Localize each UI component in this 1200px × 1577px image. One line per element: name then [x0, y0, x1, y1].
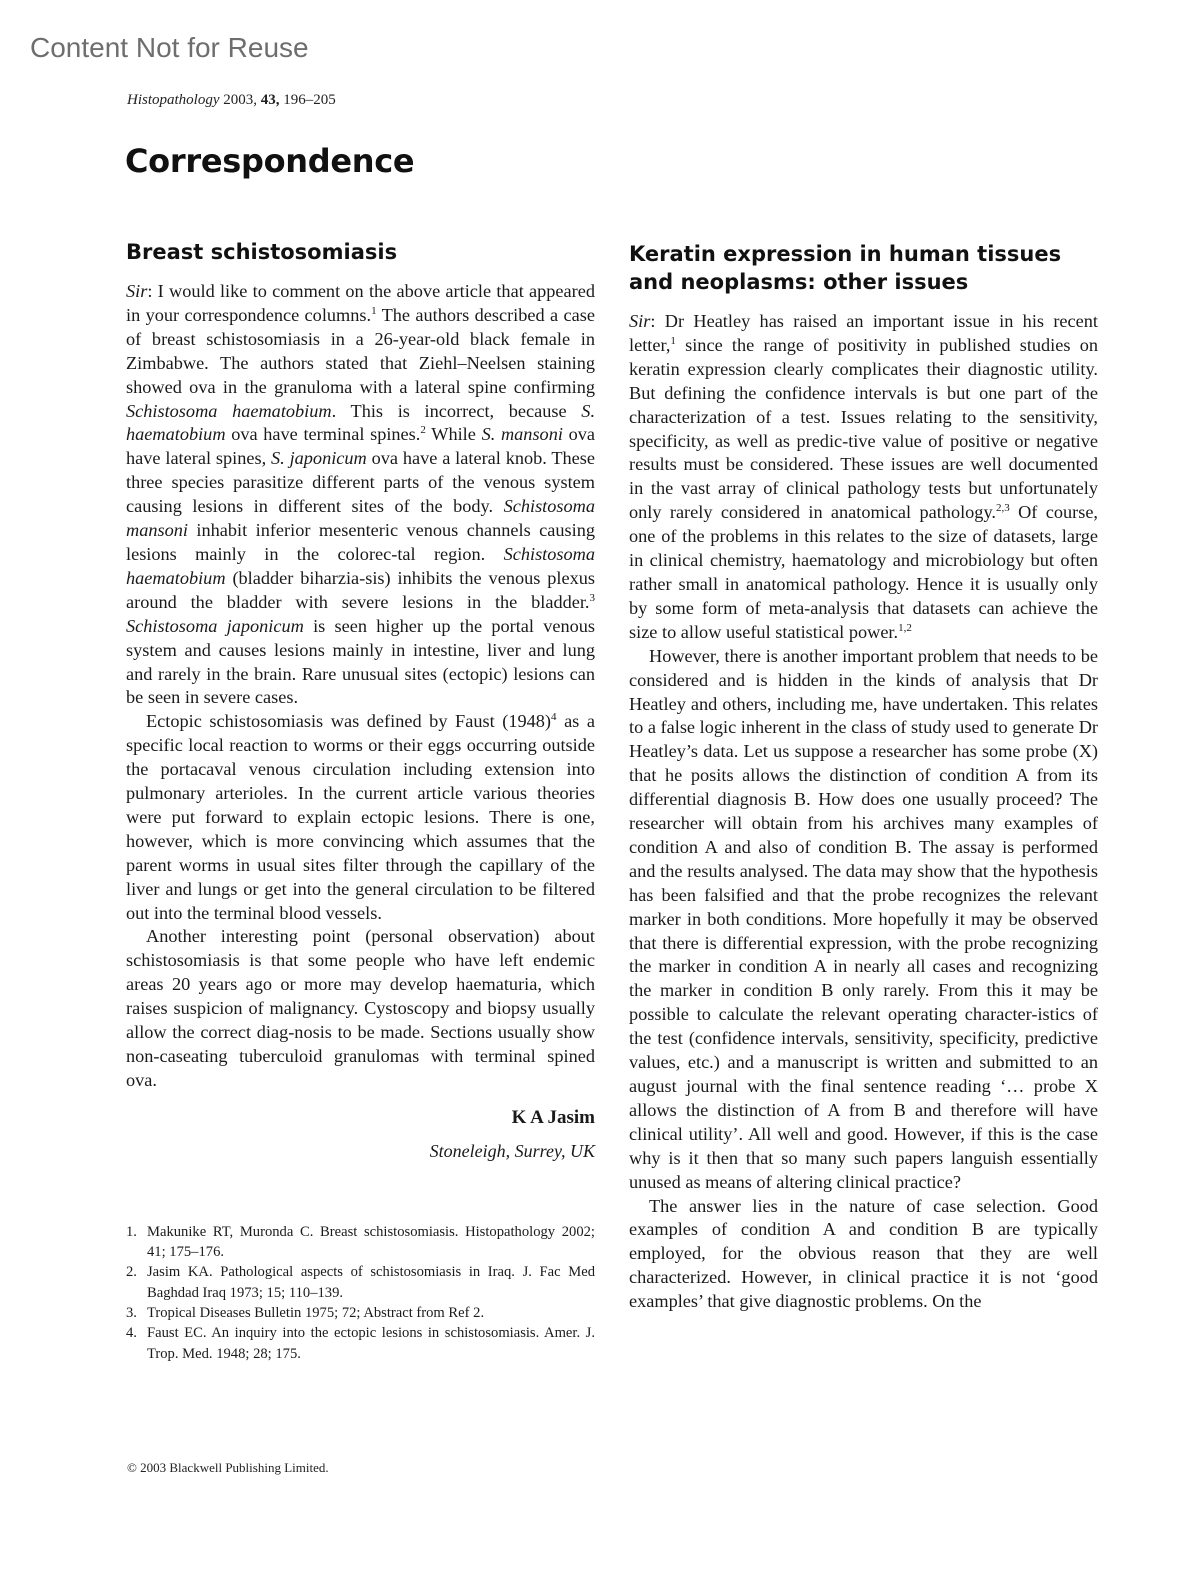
- paragraph: Sir: I would like to comment on the above article that appeared in your correspondence columns.$^1$ The authors described a case of breast schistosomiasis in a 26-year-old black female in Zimbabwe. The authors stated that Ziehl–Neelsen staining showed ova in the granuloma with a lateral spine confirming Schistosoma haematobium. This is incorrect, because S. haematobium ova have terminal spines.$^2$ While S. mansoni ova have lateral spines, S. japonicum ova have a lateral knob. These three species parasitize different parts of the venous system causing lesions in different sites of the body. Schistosoma mansoni inhabit inferior mesenteric venous channels causing lesions mainly in the colorec-tal region. Schistosoma haematobium (bladder biharzia-sis) inhibits the venous plexus around the bladder with severe lesions in the bladder.$^3$ Schistosoma japonicum is seen higher up the portal venous system and causes lesions mainly in intestine, liver and lung and rarely in the brain. Rare unusual sites (ectopic) lesions can be seen in severe cases.: [126, 281, 596, 708]
- journal-pages: 196–205: [283, 92, 336, 108]
- paragraph: The answer lies in the nature of case selection. Good examples of condition A and condition B are typically employed, for the obvious reason that they are well characterized. However, in clinical practice it is not ‘good examples’ that give diagnostic problems. On the: [629, 1195, 1098, 1312]
- copyright-notice: © 2003 Blackwell Publishing Limited.: [127, 1460, 329, 1475]
- reference-list: [126, 1222, 595, 1364]
- author-affiliation: Stoneleigh, Surrey, UK: [429, 1140, 595, 1161]
- reference-number: 3.: [126, 1305, 137, 1321]
- reference-item: [126, 1303, 595, 1323]
- reference-text: Tropical Diseases Bulletin 1975; 72; Abstract from Ref 2.: [147, 1305, 485, 1321]
- reference-number: 4.: [126, 1325, 137, 1342]
- author-name: K A Jasim: [511, 1106, 595, 1128]
- reference-item: [126, 1262, 595, 1303]
- article-title-keratin-expression: Keratin expression in human tissues and neoplasms: other issues: [629, 242, 1062, 294]
- watermark: Content Not for Reuse: [30, 32, 309, 63]
- reference-item: [126, 1222, 595, 1263]
- reference-number: 1.: [126, 1223, 137, 1240]
- journal-year: 2003,: [223, 92, 257, 108]
- reference-text: Faust EC. An inquiry into the ectopic lesions in schistosomiasis. Amer. J. Trop. Med. 1948; 28; 175.: [147, 1325, 595, 1362]
- right-column: [629, 240, 1098, 1314]
- paragraph: Another interesting point (personal observation) about schistosomiasis is that some people who have left endemic areas 20 years ago or more may develop haematuria, which raises suspicion of malignancy. Cystoscopy and biopsy usually allow the correct diag-nosis to be made. Sections usually show non-caseating tuberculoid granulomas with terminal spined ova.: [126, 926, 595, 1090]
- paragraph: Ectopic schistosomiasis was defined by Faust $(1948)^4$ as a specific local reaction to worms or their eggs occurring outside the portacaval venous circulation including extension into pulmonary arterioles. In the current article various theories were put forward to explain ectopic lesions. There is one, however, which is more convincing which assumes that the parent worms in usual sites filter through the capillary of the liver and lungs or get into the general circulation to be filtered out into the terminal blood vessels.: [126, 711, 595, 923]
- article-title-breast-schistosomiasis: Breast schistosomiasis: [126, 240, 398, 264]
- article-body-left: [126, 280, 595, 1093]
- section-title: Correspondence: [125, 142, 415, 180]
- journal-volume: 43,: [260, 92, 280, 108]
- paragraph: However, there is another important problem that needs to be considered and is hidden in the kinds of analysis that Dr Heatley and others, including me, have undertaken. This relates to a false logic inherent in the class of study used to generate Dr Heatley’s data. Let us suppose a researcher has some probe (X) that he posits allows the distinction of condition A from its differential diagnosis B. How does one usually proceed? The researcher will obtain from his archives many examples of condition A and also of condition B. The assay is performed and the results analysed. The data may show that the hypothesis has been falsified and that the probe recognizes the relevant marker in both conditions. More hopefully it may be observed that there is differential expression, with the probe recognizing the marker in condition A in nearly all cases and recognizing the marker in condition B only rarely. From this it may be possible to calculate the relevant operating character-istics of the test (confidence intervals, sensitivity, specificity, predictive values, etc.) and a manuscript is written and submitted to an august journal with the final sentence reading ‘… probe X allows the distinction of A from B and therefore will have clinical utility’. All well and good. However, if this is the case why is it then that so many such papers languish essentially unused as means of altering clinical practice?: [629, 645, 1098, 1192]
- reference-text: Makunike RT, Muronda C. Breast schistosomiasis. Histopathology 2002; 41; 175–176.: [147, 1223, 595, 1261]
- journal-name: Histopathology: [127, 92, 220, 108]
- article-body-right: [629, 310, 1098, 1314]
- left-column: [126, 238, 595, 1364]
- running-head: [127, 92, 336, 109]
- reference-number: 2.: [126, 1264, 137, 1281]
- reference-item: [126, 1323, 595, 1364]
- reference-text: Jasim KA. Pathological aspects of schistosomiasis in Iraq. J. Fac Med Baghdad Iraq 1973; 15; 110–139.: [147, 1264, 595, 1301]
- paragraph: Sir: Dr Heatley has raised an important issue in his recent letter,$^1$ since the range of positivity in published studies on keratin expression clearly complicates their diagnostic utility. But defining the confidence intervals is but one part of the characterization of a test. Issues relating to the sensitivity, specificity, as well as predic-tive value of positive or negative results must be considered. These issues are well documented in the vast array of clinical pathology tests but unfortunately only rarely considered in anatomical pathology.$^{2,3}$ Of course, one of the problems in this relates to the size of datasets, large in clinical chemistry, haematology and microbiology but often rather small in anatomical pathology. Hence it is usually only by some form of meta-analysis that datasets can achieve the size to allow useful statistical power.$^{1,2}$: [629, 311, 1099, 642]
